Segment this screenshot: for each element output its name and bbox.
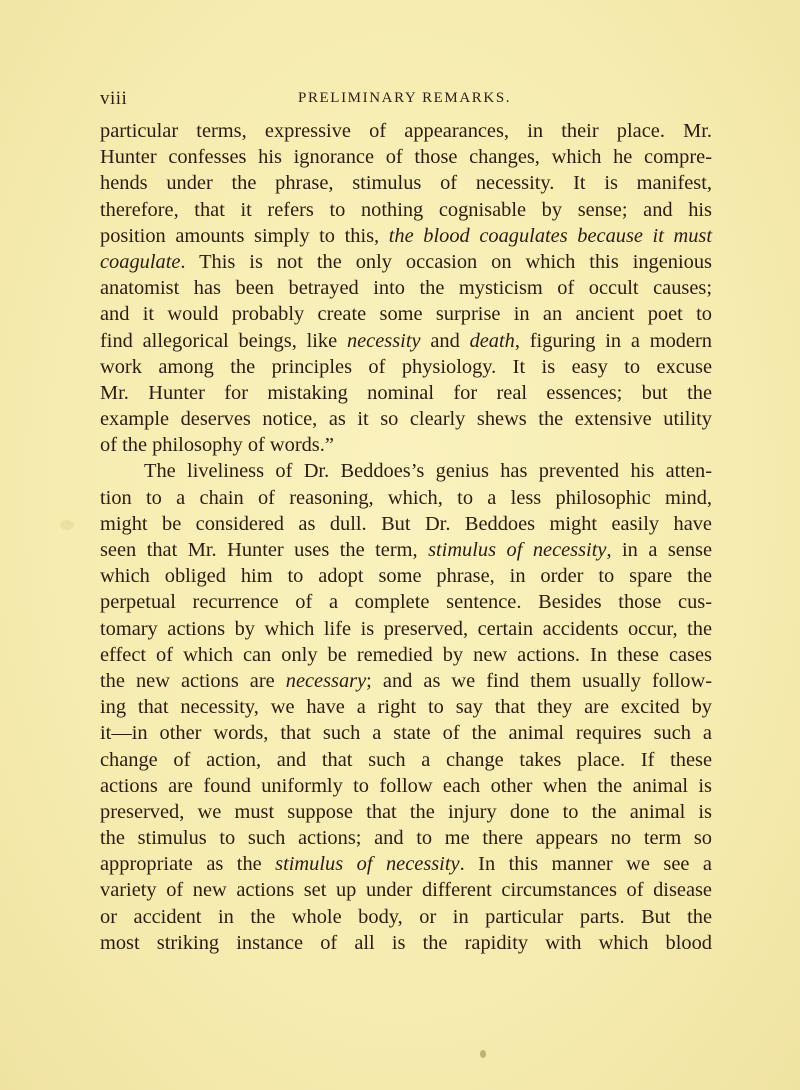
text-line [100,747,712,773]
text-line [100,432,712,458]
italic-phrase: death [469,329,515,352]
body-text [100,118,712,956]
text-line [100,589,712,615]
italic-phrase: coagulate [100,250,181,273]
text-run: variety of new actions set up under different circumstances of disease [100,879,712,902]
text-run: ; and as we find them usually follow- [366,669,712,692]
text-run: the new actions are [100,669,286,692]
text-line [100,563,712,589]
text-run: The liveliness of Dr. Beddoes’s genius has prevented his atten- [144,460,712,483]
text-line [100,720,712,746]
italic-phrase: stimulus of necessity [275,853,460,876]
text-line [100,223,712,249]
text-run: , figuring in a modern [514,329,712,352]
italic-phrase: necessity [346,329,421,352]
text-run: of the philosophy of words.” [100,434,334,457]
text-line [100,249,712,275]
text-line [100,144,712,170]
text-line [100,328,712,354]
text-run: or accident in the whole body, or in particular parts. But the [100,905,712,928]
text-line [100,118,712,144]
text-line [100,380,712,406]
text-line [100,930,712,956]
text-run: might be considered as dull. But Dr. Beddoes might easily have [100,512,712,535]
running-head [100,88,712,110]
text-run: , in a sense [606,539,713,561]
text-run: . This is not the only occasion on which this ingenious [180,250,712,273]
text-run: the stimulus to such actions; and to me there appears no term so [100,827,712,850]
text-line [100,799,712,825]
paper-stain [60,520,74,530]
text-line [100,825,712,851]
running-title: PRELIMINARY REMARKS. [298,90,512,106]
text-run: tion to a chain of reasoning, which, to a less philosophic mind, [100,486,712,509]
text-run: hends under the phrase, stimulus of necessity. It is manifest, [100,172,712,195]
text-run: and [420,329,470,352]
text-line [100,642,712,668]
text-run: and it would probably create some surprise in an ancient poet to [100,303,712,326]
text-run: effect of which can only be remedied by new actions. In these cases [100,643,712,666]
text-line [100,458,712,484]
text-run: Hunter confesses his ignorance of those changes, which he compre- [100,146,712,169]
page-number: viii [100,88,128,109]
text-run: perpetual recurrence of a complete sentence. Besides those cus- [100,591,712,614]
text-run: preserved, we must suppose that the injury done to the animal is [100,800,712,823]
text-run: tomary actions by which life is preserved, certain accidents occur, the [100,617,712,640]
text-line [100,301,712,327]
text-line [100,406,712,432]
text-run: . In this manner we see a [459,853,712,876]
text-line [100,904,712,930]
italic-phrase: necessary [285,669,367,692]
italic-phrase: the blood coagulates because it must [388,224,713,247]
text-line [100,511,712,537]
text-line [100,851,712,877]
text-run: change of action, and that such a change takes place. If these [100,748,712,771]
text-line [100,354,712,380]
text-line [100,668,712,694]
italic-phrase: stimulus of necessity [428,539,607,561]
text-run: particular terms, expressive of appearances, in their place. Mr. [100,120,712,142]
text-run: find allegorical beings, like [100,329,347,352]
text-line [100,616,712,642]
text-line [100,537,712,563]
paper-speck [480,1050,486,1058]
text-run: seen that Mr. Hunter uses the term, [100,539,429,561]
text-line [100,485,712,511]
text-run: actions are found uniformly to follow each other when the animal is [100,774,712,797]
text-line [100,275,712,301]
text-line [100,773,712,799]
text-run: it—in other words, that such a state of the animal requires such a [100,722,712,745]
text-run: most striking instance of all is the rapidity with which blood [100,931,712,954]
text-line [100,170,712,196]
text-run: work among the principles of physiology. It is easy to excuse [100,355,712,378]
text-run: ing that necessity, we have a right to say that they are excited by [100,696,712,719]
text-line [100,877,712,903]
text-run: Mr. Hunter for mistaking nominal for real essences; but the [100,381,712,404]
text-run: which obliged him to adopt some phrase, in order to spare the [100,565,712,588]
text-run: anatomist has been betrayed into the mysticism of occult causes; [100,277,712,300]
text-run: position amounts simply to this, [100,224,389,247]
text-run: therefore, that it refers to nothing cognisable by sense; and his [100,198,712,221]
text-line [100,197,712,223]
text-run: appropriate as the [100,853,276,876]
text-run: example deserves notice, as it so clearly shews the extensive utility [100,408,712,431]
text-line [100,694,712,720]
